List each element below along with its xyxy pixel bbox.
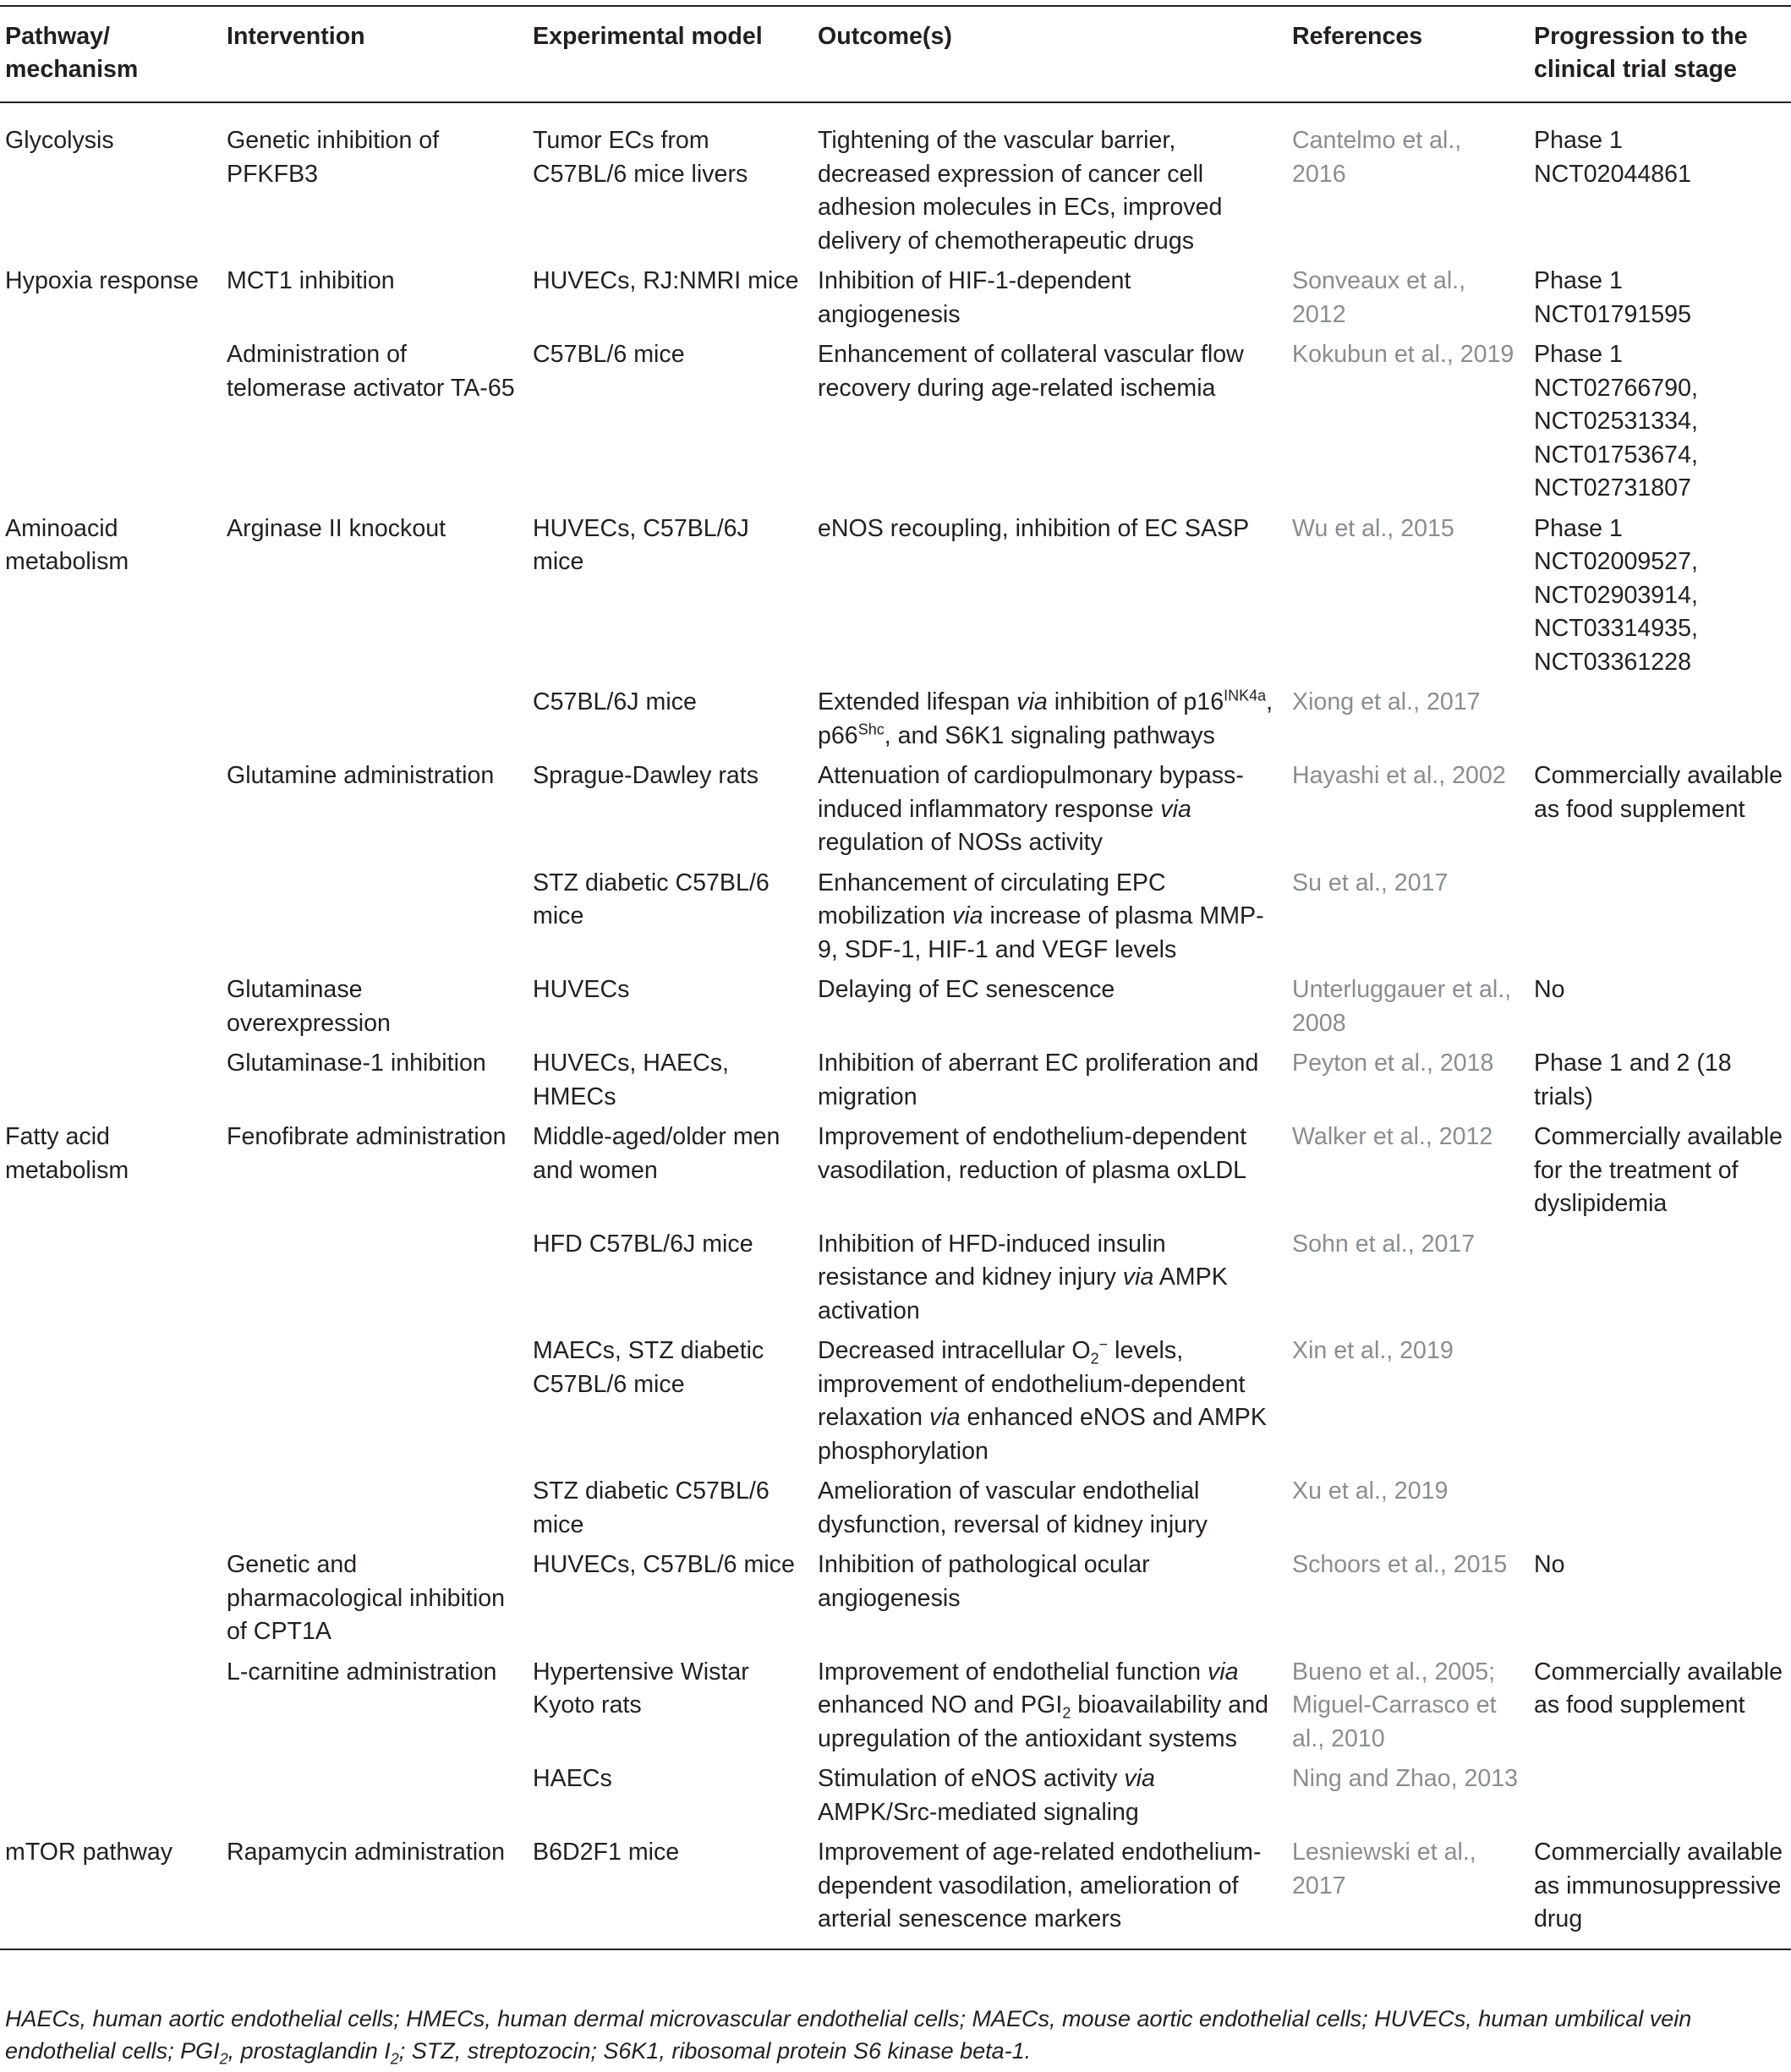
cell-intervention: Glutaminase-1 inhibition — [227, 1050, 486, 1077]
cell-outcome: Attenuation of cardiopulmonary bypass-induced inflammatory response via regulation of NOSs activity — [818, 762, 1244, 856]
cell-reference[interactable]: Xiong et al., 2017 — [1292, 688, 1481, 715]
cell-pathway: Hypoxia response — [5, 267, 199, 294]
cell-outcome: Inhibition of HFD-induced insulin resistance and kidney injury via AMPK activation — [818, 1230, 1228, 1324]
progression-phase: Phase 1 — [1534, 341, 1623, 368]
cell-outcome: Delaying of EC senescence — [818, 976, 1115, 1003]
mechanisms-table — [0, 5, 1791, 1950]
table-row — [0, 1549, 1791, 1656]
cell-intervention — [222, 1335, 528, 1475]
cell-progression: Commercially available as immunosuppressive drug — [1534, 1839, 1783, 1932]
header-outcomes: Outcome(s) — [818, 23, 952, 50]
cell-reference[interactable]: Xin et al., 2019 — [1292, 1337, 1454, 1364]
cell-reference[interactable]: Wu et al., 2015 — [1292, 514, 1454, 542]
cell-progression: Commercially available as food supplement — [1534, 1658, 1783, 1718]
header-pathway: Pathway/ mechanism — [5, 23, 139, 83]
cell-intervention: Arginase II knockout — [227, 514, 446, 542]
cell-progression — [1529, 102, 1791, 265]
cell-outcome: Enhancement of circulating EPC mobilization via increase of plasma MMP-9, SDF-1, HIF-1 and VEGF levels — [818, 869, 1264, 963]
progression-trials: NCT01791595 — [1534, 300, 1691, 328]
cell-pathway: Aminoacid metabolism — [5, 514, 129, 575]
cell-pathway — [0, 867, 222, 974]
cell-outcome: Improvement of age-related endothelium-dependent vasodilation, amelioration of arterial senescence markers — [818, 1839, 1262, 1932]
cell-outcome: Tightening of the vascular barrier, decreased expression of cancer cell adhesion molecules in ECs, improved delivery of chemotherapeutic drugs — [818, 127, 1223, 255]
table-row — [0, 1047, 1791, 1121]
table-row — [0, 973, 1791, 1047]
cell-pathway — [0, 338, 222, 513]
cell-outcome: Enhancement of collateral vascular flow recovery during age-related ischemia — [818, 341, 1244, 402]
cell-reference[interactable]: Hayashi et al., 2002 — [1292, 762, 1506, 789]
table-row — [0, 265, 1791, 338]
cell-intervention: Rapamycin administration — [227, 1839, 505, 1866]
table-row — [0, 1121, 1791, 1228]
cell-pathway — [0, 759, 222, 867]
cell-progression — [1529, 1228, 1791, 1335]
table-row — [0, 1335, 1791, 1475]
cell-intervention — [222, 686, 528, 759]
table-footnote: HAECs, human aortic endothelial cells; HMECs, human dermal microvascular endothelial cells; MAECs, mouse aortic endothelial cells; HUVECs, human umbilical vein endothelial cells; $PGI_2$, prostaglandin $I_2$; STZ, streptozocin; S6K1, ribosomal protein S6 kinase beta-1. — [5, 2006, 1692, 2068]
cell-model: HAECs — [533, 1765, 612, 1792]
table-row — [0, 102, 1791, 265]
cell-outcome: Inhibition of pathological ocular angiogenesis — [818, 1551, 1150, 1612]
cell-outcome: Stimulation of eNOS activity via AMPK/Src-mediated signaling — [818, 1765, 1155, 1826]
cell-reference[interactable]: Ning and Zhao, 2013 — [1292, 1765, 1519, 1792]
cell-outcome: Inhibition of aberrant EC proliferation and migration — [818, 1050, 1259, 1110]
cell-model: STZ diabetic C57BL/6 mice — [533, 1477, 770, 1538]
cell-model: B6D2F1 mice — [533, 1839, 680, 1866]
cell-reference[interactable]: Xu et al., 2019 — [1292, 1477, 1449, 1505]
progression-phase: Phase 1 — [1534, 514, 1623, 542]
cell-outcome: Decreased intracellular $O_2^-$ levels, improvement of endothelium-dependent relaxation via enhanced eNOS and AMPK phosphorylation — [818, 1335, 1267, 1465]
cell-reference[interactable]: Su et al., 2017 — [1292, 869, 1449, 896]
cell-intervention: Administration of telomerase activator TA-65 — [227, 341, 515, 402]
cell-intervention: L-carnitine administration — [227, 1658, 497, 1686]
cell-progression — [1529, 867, 1791, 974]
cell-model: HFD C57BL/6J mice — [533, 1230, 753, 1258]
cell-model: C57BL/6 mice — [533, 341, 685, 368]
cell-reference[interactable]: Bueno et al., 2005; Miguel-Carrasco et al., 2010 — [1292, 1658, 1497, 1752]
cell-model: HUVECs, C57BL/6 mice — [533, 1551, 795, 1578]
cell-outcome: eNOS recoupling, inhibition of EC SASP — [818, 514, 1250, 542]
cell-intervention — [222, 1475, 528, 1549]
cell-reference[interactable]: Walker et al., 2012 — [1292, 1123, 1493, 1150]
cell-intervention — [222, 1228, 528, 1335]
cell-pathway — [0, 973, 222, 1047]
cell-intervention: MCT1 inhibition — [227, 267, 395, 294]
cell-outcome: Improvement of endothelium-dependent vasodilation, reduction of plasma oxLDL — [818, 1123, 1247, 1184]
cell-pathway — [0, 686, 222, 759]
cell-pathway — [0, 1762, 222, 1836]
cell-intervention: Genetic inhibition of PFKFB3 — [227, 127, 440, 188]
cell-outcome: Improvement of endothelial function via enhanced NO and $PGI_2$ bioavailability and upregulation of the antioxidant systems — [818, 1658, 1268, 1752]
cell-progression: Commercially available as food supplement — [1534, 762, 1783, 823]
cell-progression — [1529, 1762, 1791, 1836]
cell-model: HUVECs — [533, 976, 630, 1003]
cell-progression: Commercially available for the treatment of dyslipidemia — [1534, 1123, 1783, 1217]
table-row — [0, 513, 1791, 687]
cell-reference[interactable]: Unterluggauer et al., 2008 — [1292, 976, 1512, 1037]
table-body — [0, 102, 1791, 1949]
cell-outcome: Inhibition of HIF-1-dependent angiogenesis — [818, 267, 1131, 328]
cell-model: HUVECs, HAECs, HMECs — [533, 1050, 729, 1110]
table-row — [0, 1836, 1791, 1949]
cell-model: Tumor ECs from C57BL/6 mice livers — [533, 127, 748, 188]
cell-model: STZ diabetic C57BL/6 mice — [533, 869, 770, 929]
cell-reference[interactable]: Sonveaux et al., 2012 — [1292, 267, 1466, 328]
cell-progression — [1529, 1475, 1791, 1549]
table-row — [0, 338, 1791, 513]
cell-outcome: Amelioration of vascular endothelial dysfunction, reversal of kidney injury — [818, 1477, 1208, 1538]
cell-intervention: Glutamine administration — [227, 762, 495, 789]
cell-reference[interactable]: Schoors et al., 2015 — [1292, 1551, 1508, 1578]
cell-intervention: Fenofibrate administration — [227, 1123, 507, 1150]
cell-progression — [1529, 1335, 1791, 1475]
cell-outcome: Extended lifespan via inhibition of $p16^{INK4a}$, $p66^{Shc}$, and S6K1 signaling pathways — [818, 687, 1273, 749]
cell-intervention: Glutaminase overexpression — [227, 976, 391, 1037]
header-row — [0, 6, 1791, 102]
cell-model: Hypertensive Wistar Kyoto rats — [533, 1658, 749, 1718]
cell-reference[interactable]: Sohn et al., 2017 — [1292, 1230, 1476, 1258]
cell-pathway — [0, 1549, 222, 1656]
table-row — [0, 1475, 1791, 1549]
cell-progression — [1529, 513, 1791, 687]
cell-pathway: Fatty acid metabolism — [5, 1123, 129, 1184]
cell-intervention: Genetic and pharmacological inhibition of CPT1A — [227, 1551, 506, 1645]
cell-pathway: mTOR pathway — [5, 1839, 173, 1866]
cell-model: MAECs, STZ diabetic C57BL/6 mice — [533, 1337, 764, 1398]
header-intervention: Intervention — [227, 23, 365, 50]
cell-pathway — [0, 1047, 222, 1121]
header-experimental-model: Experimental model — [533, 23, 763, 50]
progression-trials: NCT02766790, NCT02531334, NCT01753674, NCT02731807 — [1534, 374, 1698, 502]
cell-pathway — [0, 1228, 222, 1335]
table-row — [0, 867, 1791, 974]
cell-model: HUVECs, RJ:NMRI mice — [533, 267, 799, 294]
cell-pathway: Glycolysis — [5, 127, 114, 154]
cell-model: Sprague-Dawley rats — [533, 762, 759, 789]
cell-progression: No — [1534, 1551, 1565, 1578]
cell-reference[interactable]: Kokubun et al., 2019 — [1292, 341, 1514, 368]
cell-reference[interactable]: Cantelmo et al., 2016 — [1292, 127, 1462, 188]
cell-progression — [1529, 686, 1791, 759]
cell-progression — [1529, 265, 1791, 338]
table-row — [0, 1228, 1791, 1335]
cell-pathway — [0, 1656, 222, 1763]
table-header — [0, 6, 1791, 102]
table-row — [0, 1656, 1791, 1763]
header-progression: Progression to the clinical trial stage — [1534, 23, 1748, 83]
header-references: References — [1292, 23, 1423, 50]
cell-pathway — [0, 1475, 222, 1549]
cell-model: C57BL/6J mice — [533, 688, 697, 715]
cell-model: Middle-aged/older men and women — [533, 1123, 780, 1184]
cell-model: HUVECs, C57BL/6J mice — [533, 514, 749, 575]
cell-reference[interactable]: Peyton et al., 2018 — [1292, 1050, 1494, 1077]
cell-progression: No — [1534, 976, 1565, 1003]
cell-intervention — [222, 1762, 528, 1836]
cell-reference[interactable]: Lesniewski et al., 2017 — [1292, 1839, 1476, 1899]
cell-progression: Phase 1 and 2 (18 trials) — [1534, 1050, 1732, 1110]
progression-trials: NCT02044861 — [1534, 160, 1691, 188]
cell-progression — [1529, 338, 1791, 513]
progression-trials: NCT02009527, NCT02903914, NCT03314935, NCT03361228 — [1534, 548, 1698, 676]
table-row — [0, 759, 1791, 867]
progression-phase: Phase 1 — [1534, 267, 1623, 294]
table-row — [0, 686, 1791, 759]
table-row — [0, 1762, 1791, 1836]
cell-pathway — [0, 1335, 222, 1475]
progression-phase: Phase 1 — [1534, 127, 1623, 154]
cell-intervention — [222, 867, 528, 974]
